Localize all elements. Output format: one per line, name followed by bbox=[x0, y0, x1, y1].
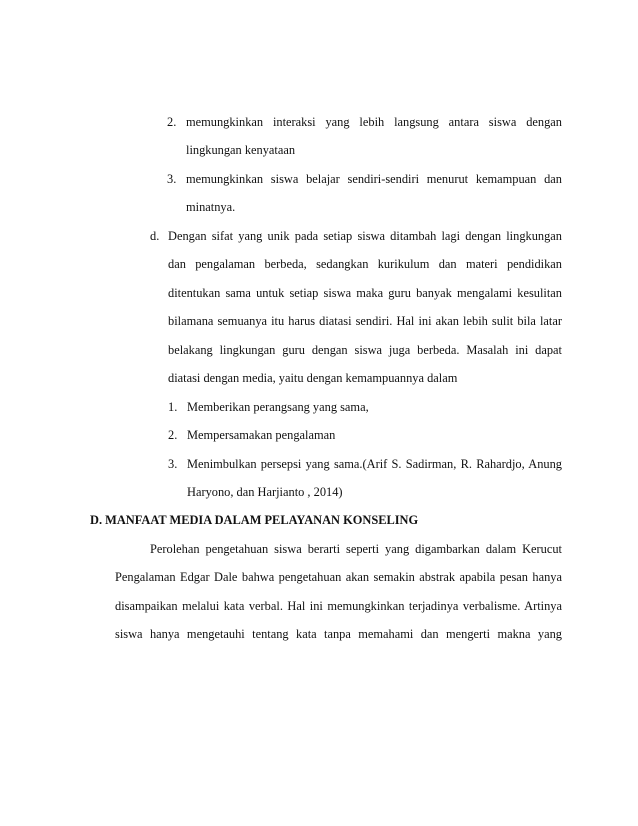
list-number: 2. bbox=[167, 115, 177, 129]
paragraph-line: memungkinkan siswa belajar sendiri-sendiri menurut kemampuan dan bbox=[186, 172, 562, 186]
paragraph-line: ditentukan sama untuk setiap siswa maka guru banyak mengalami kesulitan bbox=[168, 286, 562, 300]
paragraph-line: minatnya. bbox=[186, 200, 236, 214]
list-number: 3. bbox=[168, 457, 178, 471]
paragraph-line: Dengan sifat yang unik pada setiap siswa ditambah lagi dengan lingkungan bbox=[168, 229, 562, 243]
list-item-text: Mempersamakan pengalaman bbox=[187, 428, 336, 442]
paragraph-line: memungkinkan interaksi yang lebih langsung antara siswa dengan bbox=[186, 115, 562, 129]
paragraph-line: disampaikan melalui kata verbal. Hal ini memungkinkan terjadinya verbalisme. Artinya bbox=[115, 599, 562, 613]
paragraph-line: belakang lingkungan guru dengan siswa juga berbeda. Masalah ini dapat bbox=[168, 343, 562, 357]
list-number: 1. bbox=[168, 400, 178, 414]
list-number: 3. bbox=[167, 172, 177, 186]
list-number: 2. bbox=[168, 428, 178, 442]
paragraph-line: dan pengalaman berbeda, sedangkan kurikulum dan materi pendidikan bbox=[168, 257, 562, 271]
section-heading: D. MANFAAT MEDIA DALAM PELAYANAN KONSELING bbox=[90, 513, 419, 527]
paragraph-line: bilamana semuanya itu harus diatasi sendiri. Hal ini akan lebih sulit bila latar bbox=[168, 314, 562, 328]
list-item-text: Menimbulkan persepsi yang sama.(Arif S. Sadirman, R. Rahardjo, Anung bbox=[187, 457, 562, 471]
paragraph-line: Perolehan pengetahuan siswa berarti seperti yang digambarkan dalam Kerucut bbox=[150, 542, 562, 556]
paragraph-line: siswa hanya mengetauhi tentang kata tanpa memahami dan mengerti makna yang bbox=[115, 627, 562, 641]
paragraph-line: lingkungan kenyataan bbox=[186, 143, 296, 157]
list-item-text: Haryono, dan Harjianto , 2014) bbox=[187, 485, 343, 499]
list-label: d. bbox=[150, 229, 160, 243]
paragraph-line: Pengalaman Edgar Dale bahwa pengetahuan akan semakin abstrak apabila pesan hanya bbox=[115, 570, 562, 584]
paragraph-line: diatasi dengan media, yaitu dengan kemampuannya dalam bbox=[168, 371, 458, 385]
list-item-text: Memberikan perangsang yang sama, bbox=[187, 400, 369, 414]
